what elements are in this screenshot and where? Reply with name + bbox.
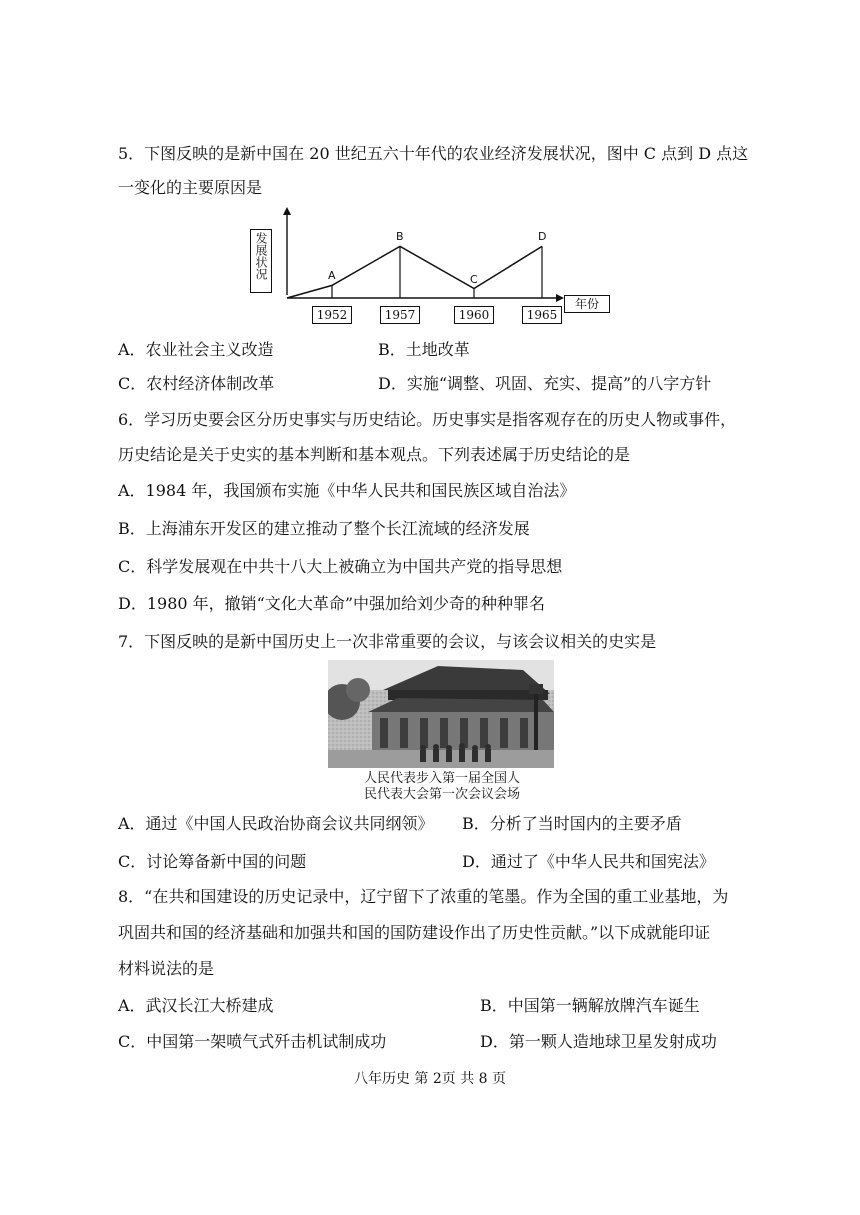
q7-photo-caption-line2: 民代表大会第一次会议会场 — [363, 787, 520, 802]
q7-option-c: C．讨论筹备新中国的问题 — [118, 852, 307, 871]
q6-stem-line1: 6．学习历史要会区分历史事实与历史结论。历史事实是指客观存在的历史人物或事件， — [118, 410, 737, 429]
q5-chart — [250, 205, 620, 330]
q7-photo — [328, 660, 554, 768]
q6-option-b: B．上海浦东开发区的建立推动了整个长江流域的经济发展 — [118, 519, 530, 538]
q5-option-d: D．实施“调整、巩固、充实、提高”的八字方针 — [378, 374, 712, 393]
q8-option-c: C．中国第一架喷气式歼击机试制成功 — [118, 1032, 387, 1051]
q8-option-b: B．中国第一辆解放牌汽车诞生 — [480, 996, 700, 1015]
chart-ylabel: 发展状况 — [254, 232, 268, 280]
q6-option-d: D．1980 年，撤销“文化大革命”中强加给刘少奇的种种罪名 — [118, 594, 545, 613]
q8-option-d: D．第一颗人造地球卫星发射成功 — [480, 1032, 717, 1051]
q8-stem-line1: 8．“在共和国建设的历史记录中，辽宁留下了浓重的笔墨。作为全国的重工业基地，为 — [118, 887, 729, 906]
q7-option-a: A．通过《中国人民政治协商会议共同纲领》 — [118, 814, 434, 833]
x-tick-1957: 1957 — [380, 306, 420, 324]
x-axis-arrow — [556, 294, 564, 302]
q5-option-a: A．农业社会主义改造 — [118, 340, 274, 359]
q8-stem-line2: 巩固共和国的经济基础和加强共和国的国防建设作出了历史性贡献。”以下成就能印证 — [118, 923, 711, 942]
drop-lines — [332, 246, 542, 298]
q6-option-c: C．科学发展观在中共十八大上被确立为中国共产党的指导思想 — [118, 557, 563, 576]
q8-stem-line3: 材料说法的是 — [118, 959, 215, 978]
point-label-b: B — [396, 230, 404, 244]
q5-option-b: B．土地改革 — [378, 340, 470, 359]
q7-stem: 7．下图反映的是新中国历史上一次非常重要的会议，与该会议相关的史实是 — [118, 632, 657, 651]
q5-stem-line1: 5．下图反映的是新中国在 20 世纪五六十年代的农业经济发展状况，图中 C 点到 D 点这 — [118, 144, 749, 163]
q5-option-c: C．农村经济体制改革 — [118, 374, 275, 393]
q6-option-a: A．1984 年，我国颁布实施《中华人民共和国民族区域自治法》 — [118, 481, 576, 500]
x-tick-1965: 1965 — [522, 306, 562, 324]
chart-xlabel: 年份 — [564, 295, 610, 313]
q6-stem-line2: 历史结论是关于史实的基本判断和基本观点。下列表述属于历史结论的是 — [118, 445, 631, 464]
q7-option-b: B．分析了当时国内的主要矛盾 — [462, 814, 682, 833]
y-axis-arrow — [283, 207, 291, 215]
point-label-d: D — [538, 230, 547, 244]
q5-stem-line2: 一变化的主要原因是 — [118, 178, 263, 197]
q7-photo-caption-line1: 人民代表步入第一届全国人 — [363, 771, 520, 786]
point-label-a: A — [328, 269, 336, 283]
q7-option-d: D．通过了《中华人民共和国宪法》 — [462, 852, 715, 871]
x-tick-1952: 1952 — [312, 306, 352, 324]
chart-line — [287, 246, 542, 298]
page-footer: 八年历史 第 2页 共 8 页 — [353, 1071, 507, 1087]
q8-option-a: A．武汉长江大桥建成 — [118, 996, 274, 1015]
meeting-hall-illustration — [328, 660, 554, 768]
x-tick-1960: 1960 — [454, 306, 494, 324]
point-label-c: C — [470, 272, 478, 286]
